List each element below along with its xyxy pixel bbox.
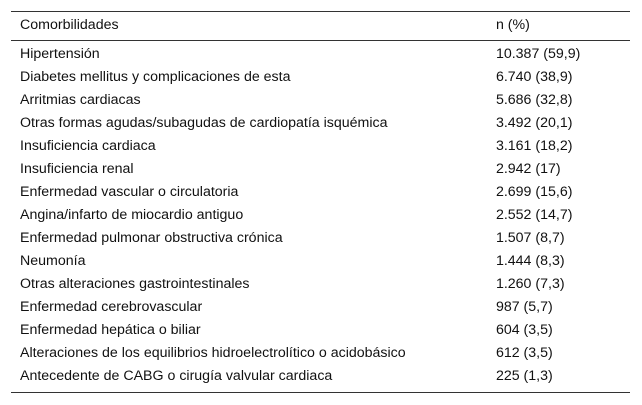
count-cell: 2.552 (14,7) bbox=[495, 207, 573, 224]
count-cell: 6.740 (38,9) bbox=[495, 69, 573, 86]
table-row bbox=[11, 40, 630, 66]
comorbidity-cell: Hipertensión bbox=[20, 46, 100, 63]
comorbidity-cell: Insuficiencia cardiaca bbox=[20, 138, 156, 155]
header-row bbox=[11, 12, 630, 41]
header-n-percent: n (%) bbox=[487, 12, 630, 41]
table-row bbox=[11, 89, 630, 112]
table-header bbox=[11, 12, 630, 41]
table-row bbox=[11, 273, 630, 296]
table-row bbox=[11, 158, 630, 181]
table-row bbox=[11, 227, 630, 250]
table-row bbox=[11, 250, 630, 273]
comorbidity-cell: Antecedente de CABG o cirugía valvular cardiaca bbox=[11, 365, 487, 393]
count-cell: 5.686 (32,8) bbox=[495, 92, 573, 109]
table-row bbox=[11, 112, 630, 135]
count-cell: 3.161 (18,2) bbox=[495, 138, 573, 155]
comorbidity-cell: Otras alteraciones gastrointestinales bbox=[20, 276, 250, 293]
table-row bbox=[11, 66, 630, 89]
comorbidity-cell: Enfermedad hepática o biliar bbox=[20, 322, 201, 339]
table-row bbox=[11, 342, 630, 365]
comorbidity-cell: Alteraciones de los equilibrios hidroelectrolítico o acidobásico bbox=[20, 345, 406, 362]
comorbidity-cell: Diabetes mellitus y complicaciones de esta bbox=[20, 69, 291, 86]
comorbidity-cell: Neumonía bbox=[20, 253, 86, 270]
table-body bbox=[11, 40, 630, 392]
table-row bbox=[11, 181, 630, 204]
count-cell: 225 (1,3) bbox=[487, 365, 630, 393]
table-row bbox=[11, 204, 630, 227]
comorbidity-cell: Arritmias cardiacas bbox=[20, 92, 141, 109]
count-cell: 2.942 (17) bbox=[495, 161, 561, 178]
comorbidity-cell: Insuficiencia renal bbox=[20, 161, 134, 178]
comorbidity-cell: Enfermedad vascular o circulatoria bbox=[20, 184, 239, 201]
count-cell: 1.260 (7,3) bbox=[495, 276, 565, 293]
count-cell: 612 (3,5) bbox=[495, 345, 553, 362]
count-cell: 3.492 (20,1) bbox=[495, 115, 573, 132]
count-cell: 1.444 (8,3) bbox=[495, 253, 565, 270]
table-row bbox=[11, 319, 630, 342]
count-cell: 2.699 (15,6) bbox=[495, 184, 573, 201]
header-comorbidities: Comorbilidades bbox=[11, 12, 487, 41]
comorbidities-table-container bbox=[11, 11, 630, 393]
count-cell: 10.387 (59,9) bbox=[495, 46, 581, 63]
count-cell: 604 (3,5) bbox=[495, 322, 553, 339]
comorbidities-table bbox=[11, 11, 630, 393]
table-row bbox=[11, 135, 630, 158]
table-row bbox=[11, 365, 630, 393]
count-cell: 1.507 (8,7) bbox=[495, 230, 565, 247]
comorbidity-cell: Angina/infarto de miocardio antiguo bbox=[20, 207, 244, 224]
count-cell: 987 (5,7) bbox=[495, 299, 553, 316]
table-row bbox=[11, 296, 630, 319]
comorbidity-cell: Otras formas agudas/subagudas de cardiopatía isquémica bbox=[20, 115, 388, 132]
comorbidity-cell: Enfermedad pulmonar obstructiva crónica bbox=[20, 230, 283, 247]
comorbidity-cell: Enfermedad cerebrovascular bbox=[20, 299, 203, 316]
